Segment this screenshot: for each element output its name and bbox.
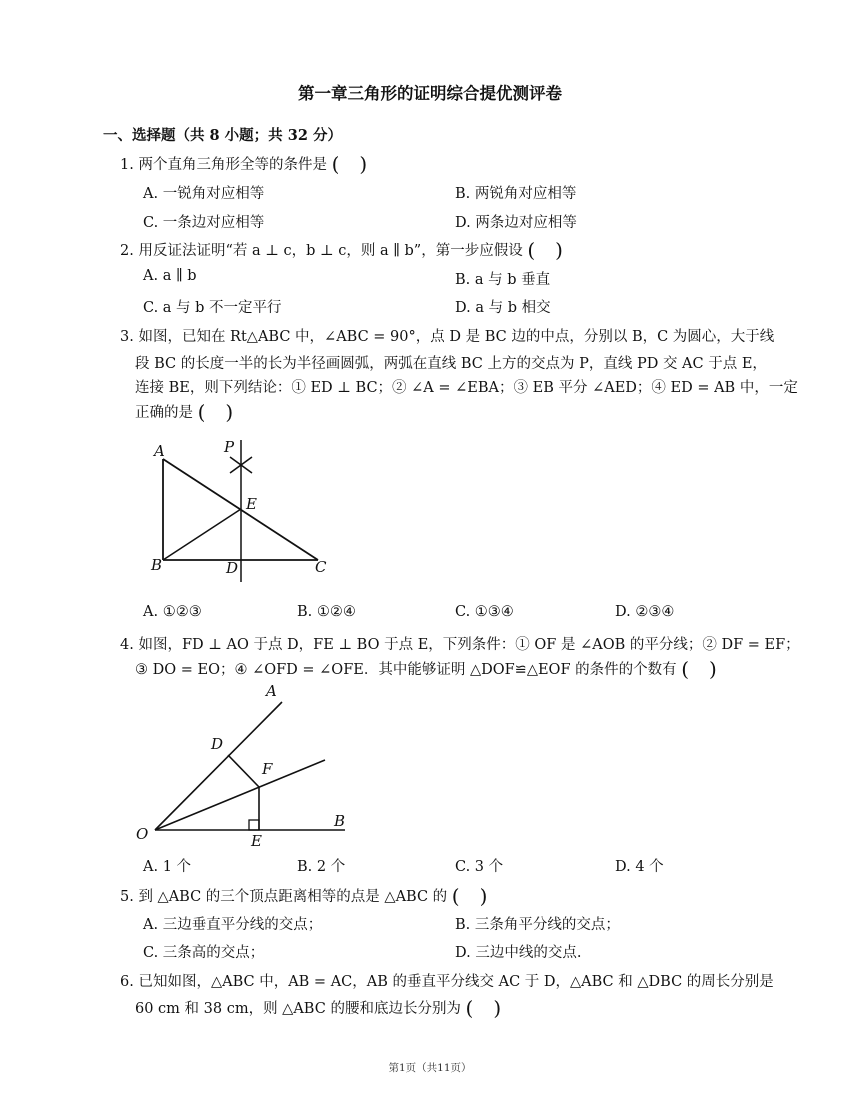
question-2-option-c: C. a 与 b 不一定平行	[143, 300, 282, 316]
question-4-line-1: 4. 如图，FD ⊥ AO 于点 D，FE ⊥ BO 于点 E，下列条件：① OF 是 ∠AOB 的平分线；② DF = EF；	[120, 637, 800, 653]
question-1-option-d: D. 两条边对应相等	[455, 215, 577, 231]
page-title: 第一章三角形的证明综合提优测评卷	[298, 84, 562, 103]
question-5-stem: 5. 到 △ABC 的三个顶点距离相等的点是 △ABC 的 ( )	[120, 884, 488, 908]
question-3-line-4: 正确的是 ( )	[135, 400, 234, 424]
question-3-line-1: 3. 如图，已知在 Rt△ABC 中，∠ABC = 90°，点 D 是 BC 边的中点，分别以 B，C 为圆心，大于线	[120, 329, 775, 345]
question-4-option-c: C. 3 个	[455, 859, 504, 875]
question-4-option-d: D. 4 个	[615, 859, 664, 875]
question-4-option-a: A. 1 个	[143, 859, 192, 875]
question-1-option-a: A. 一锐角对应相等	[143, 186, 265, 202]
point-label-p: P	[224, 438, 235, 456]
answer-parenthesis: ( )	[527, 238, 563, 262]
question-3-option-a: A. ①②③	[143, 604, 202, 620]
point-label-c: C	[315, 558, 327, 576]
answer-parenthesis: ( )	[681, 657, 717, 681]
answer-parenthesis: ( )	[451, 884, 488, 908]
question-5-option-b: B. 三条角平分线的交点；	[455, 917, 620, 933]
question-3-line-3: 连接 BE，则下列结论：① ED ⊥ BC；② ∠A = ∠EBA；③ EB 平分 ∠AED；④ ED = AB 中，一定	[135, 380, 798, 396]
point-label-a: A	[154, 442, 165, 460]
question-1-line-1: 1. 两个直角三角形全等的条件是	[120, 157, 327, 173]
answer-parenthesis: ( )	[465, 996, 502, 1020]
question-2-option-d: D. a 与 b 相交	[455, 300, 551, 316]
question-5-option-a: A. 三边垂直平分线的交点；	[143, 917, 323, 933]
question-2-option-b: B. a 与 b 垂直	[455, 272, 551, 288]
question-3-option-c: C. ①③④	[455, 604, 514, 620]
question-1-option-b: B. 两锐角对应相等	[455, 186, 577, 202]
point-label-f: F	[262, 760, 273, 778]
question-4-line-2: ③ DO = EO；④ ∠OFD = ∠OFE．其中能够证明 △DOF≌△EOF 的条件的个数有 ( )	[135, 657, 717, 681]
point-label-d: D	[226, 559, 239, 577]
question-6-line-2: 60 cm 和 38 cm，则 △ABC 的腰和底边长分别为 ( )	[135, 996, 502, 1020]
point-label-e: E	[246, 495, 257, 513]
point-label-o: O	[136, 825, 149, 843]
question-3-option-d: D. ②③④	[615, 604, 675, 620]
question-5-option-d: D. 三边中线的交点.	[455, 945, 582, 961]
point-label-d: D	[211, 735, 224, 753]
question-1-option-c: C. 一条边对应相等	[143, 215, 265, 231]
question-3-line-2: 段 BC 的长度一半的长为半径画圆弧，两弧在直线 BC 上方的交点为 P，直线 PD 交 AC 于点 E，	[135, 356, 767, 372]
question-5-option-c: C. 三条高的交点；	[143, 945, 265, 961]
point-label-e: E	[251, 832, 262, 850]
section-heading: 一、选择题（共 8 小题；共 32 分）	[103, 127, 342, 144]
question-2-option-a: A. a ∥ b	[143, 268, 197, 284]
question-3-option-b: B. ①②④	[297, 604, 356, 620]
point-label-b: B	[151, 556, 163, 574]
point-label-a: A	[266, 682, 277, 700]
question-6-line-1: 6. 已知如图，△ABC 中，AB = AC，AB 的垂直平分线交 AC 于 D，△ABC 和 △DBC 的周长分别是	[120, 974, 774, 990]
answer-parenthesis: ( )	[331, 152, 368, 176]
question-2-line-1: 2. 用反证法证明“若 a ⊥ c，b ⊥ c，则 a ∥ b”，第一步应假设	[120, 243, 523, 259]
point-label-b: B	[334, 812, 346, 830]
page-footer: 第1页（共11页）	[388, 1062, 472, 1074]
question-4-option-b: B. 2 个	[297, 859, 346, 875]
answer-parenthesis: ( )	[197, 400, 234, 424]
